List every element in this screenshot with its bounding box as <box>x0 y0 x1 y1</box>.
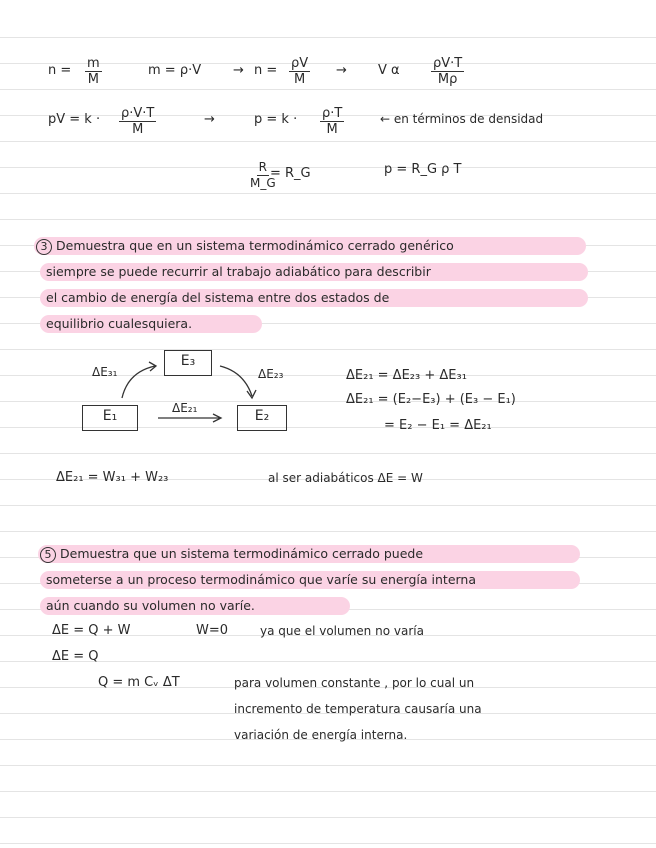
arrow-3: → <box>204 112 215 127</box>
p-lhs: p = k · <box>254 112 298 127</box>
v-prop-num: ρV·T <box>433 56 463 71</box>
n-def-num: m <box>87 56 100 71</box>
diagram-rhs-1: ΔE₂₁ = ΔE₂₃ + ΔE₃₁ <box>346 368 467 383</box>
q5-line-2: someterse a un proceso termodinámico que varíe su energía interna <box>46 572 477 587</box>
n-sub-den: M <box>293 72 306 87</box>
q5-text-1: Demuestra que un sistema termodinámico cerrado puede <box>60 546 424 561</box>
answer5-explanation-3: variación de energía interna. <box>234 728 408 742</box>
answer5-eq3: Q = m Cᵥ ΔT <box>98 675 180 690</box>
r-num: R <box>258 160 267 174</box>
n-sub-num: ρV <box>291 56 309 71</box>
v-prop-lhs: V α <box>378 63 400 78</box>
state-e1-box: E₁ <box>82 405 138 431</box>
q5-line-1 <box>40 546 423 563</box>
r-rhs: = R_G <box>270 166 311 181</box>
diagram-rhs-2: ΔE₂₁ = (E₂−E₃) + (E₃ − E₁) <box>346 392 516 407</box>
pv-num: ρ·V·T <box>121 106 155 121</box>
m-def: m = ρ·V <box>148 63 202 78</box>
arrow-1: → <box>233 63 244 78</box>
q5-line-3: aún cuando su volumen no varíe. <box>46 598 255 613</box>
q3-number: 3 <box>36 239 52 255</box>
p-den: M <box>326 122 338 137</box>
answer5-eq2: ΔE = Q <box>52 649 99 664</box>
de21-label: ΔE₂₁ <box>172 401 198 415</box>
answer5-w0: W=0 <box>196 623 229 638</box>
answer5-eq1: ΔE = Q + W <box>52 623 131 638</box>
q3-line-2: siempre se puede recurrir al trabajo adiabático para describir <box>46 264 431 279</box>
v-prop-den: Mρ <box>437 72 458 87</box>
state-e3-box: E₃ <box>164 350 212 376</box>
q5-number: 5 <box>40 547 56 563</box>
q3-line-3: el cambio de energía del sistema entre dos estados de <box>46 290 390 305</box>
q3-text-1: Demuestra que en un sistema termodinámico cerrado genérico <box>56 238 454 253</box>
density-note: ← en términos de densidad <box>380 112 544 126</box>
pv-den: M <box>132 122 144 137</box>
n-sub-lhs: n = <box>254 63 278 78</box>
n-def-lhs: n = <box>48 63 72 78</box>
arrow-2: → <box>336 63 347 78</box>
r-den: M_G <box>250 176 276 190</box>
pv-lhs: pV = k · <box>48 112 101 127</box>
work-note: al ser adiabáticos ΔE = W <box>268 471 423 485</box>
de23-label: ΔE₂₃ <box>258 367 284 381</box>
answer5-explanation-1: para volumen constante , por lo cual un <box>234 676 475 690</box>
n-def-den: M <box>87 72 99 87</box>
state-e2-box: E₂ <box>237 405 287 431</box>
answer5-explanation-2: incremento de temperatura causaría una <box>234 702 482 716</box>
answer5-reason: ya que el volumen no varía <box>260 624 424 638</box>
de31-label: ΔE₃₁ <box>92 365 118 379</box>
p-rg: p = R_G ρ T <box>384 162 462 177</box>
diagram-rhs-3: = E₂ − E₁ = ΔE₂₁ <box>384 418 492 433</box>
work-eq: ΔE₂₁ = W₃₁ + W₂₃ <box>56 470 169 485</box>
p-num: ρ·T <box>322 106 343 121</box>
q3-line-4: equilibrio cualesquiera. <box>46 316 193 331</box>
